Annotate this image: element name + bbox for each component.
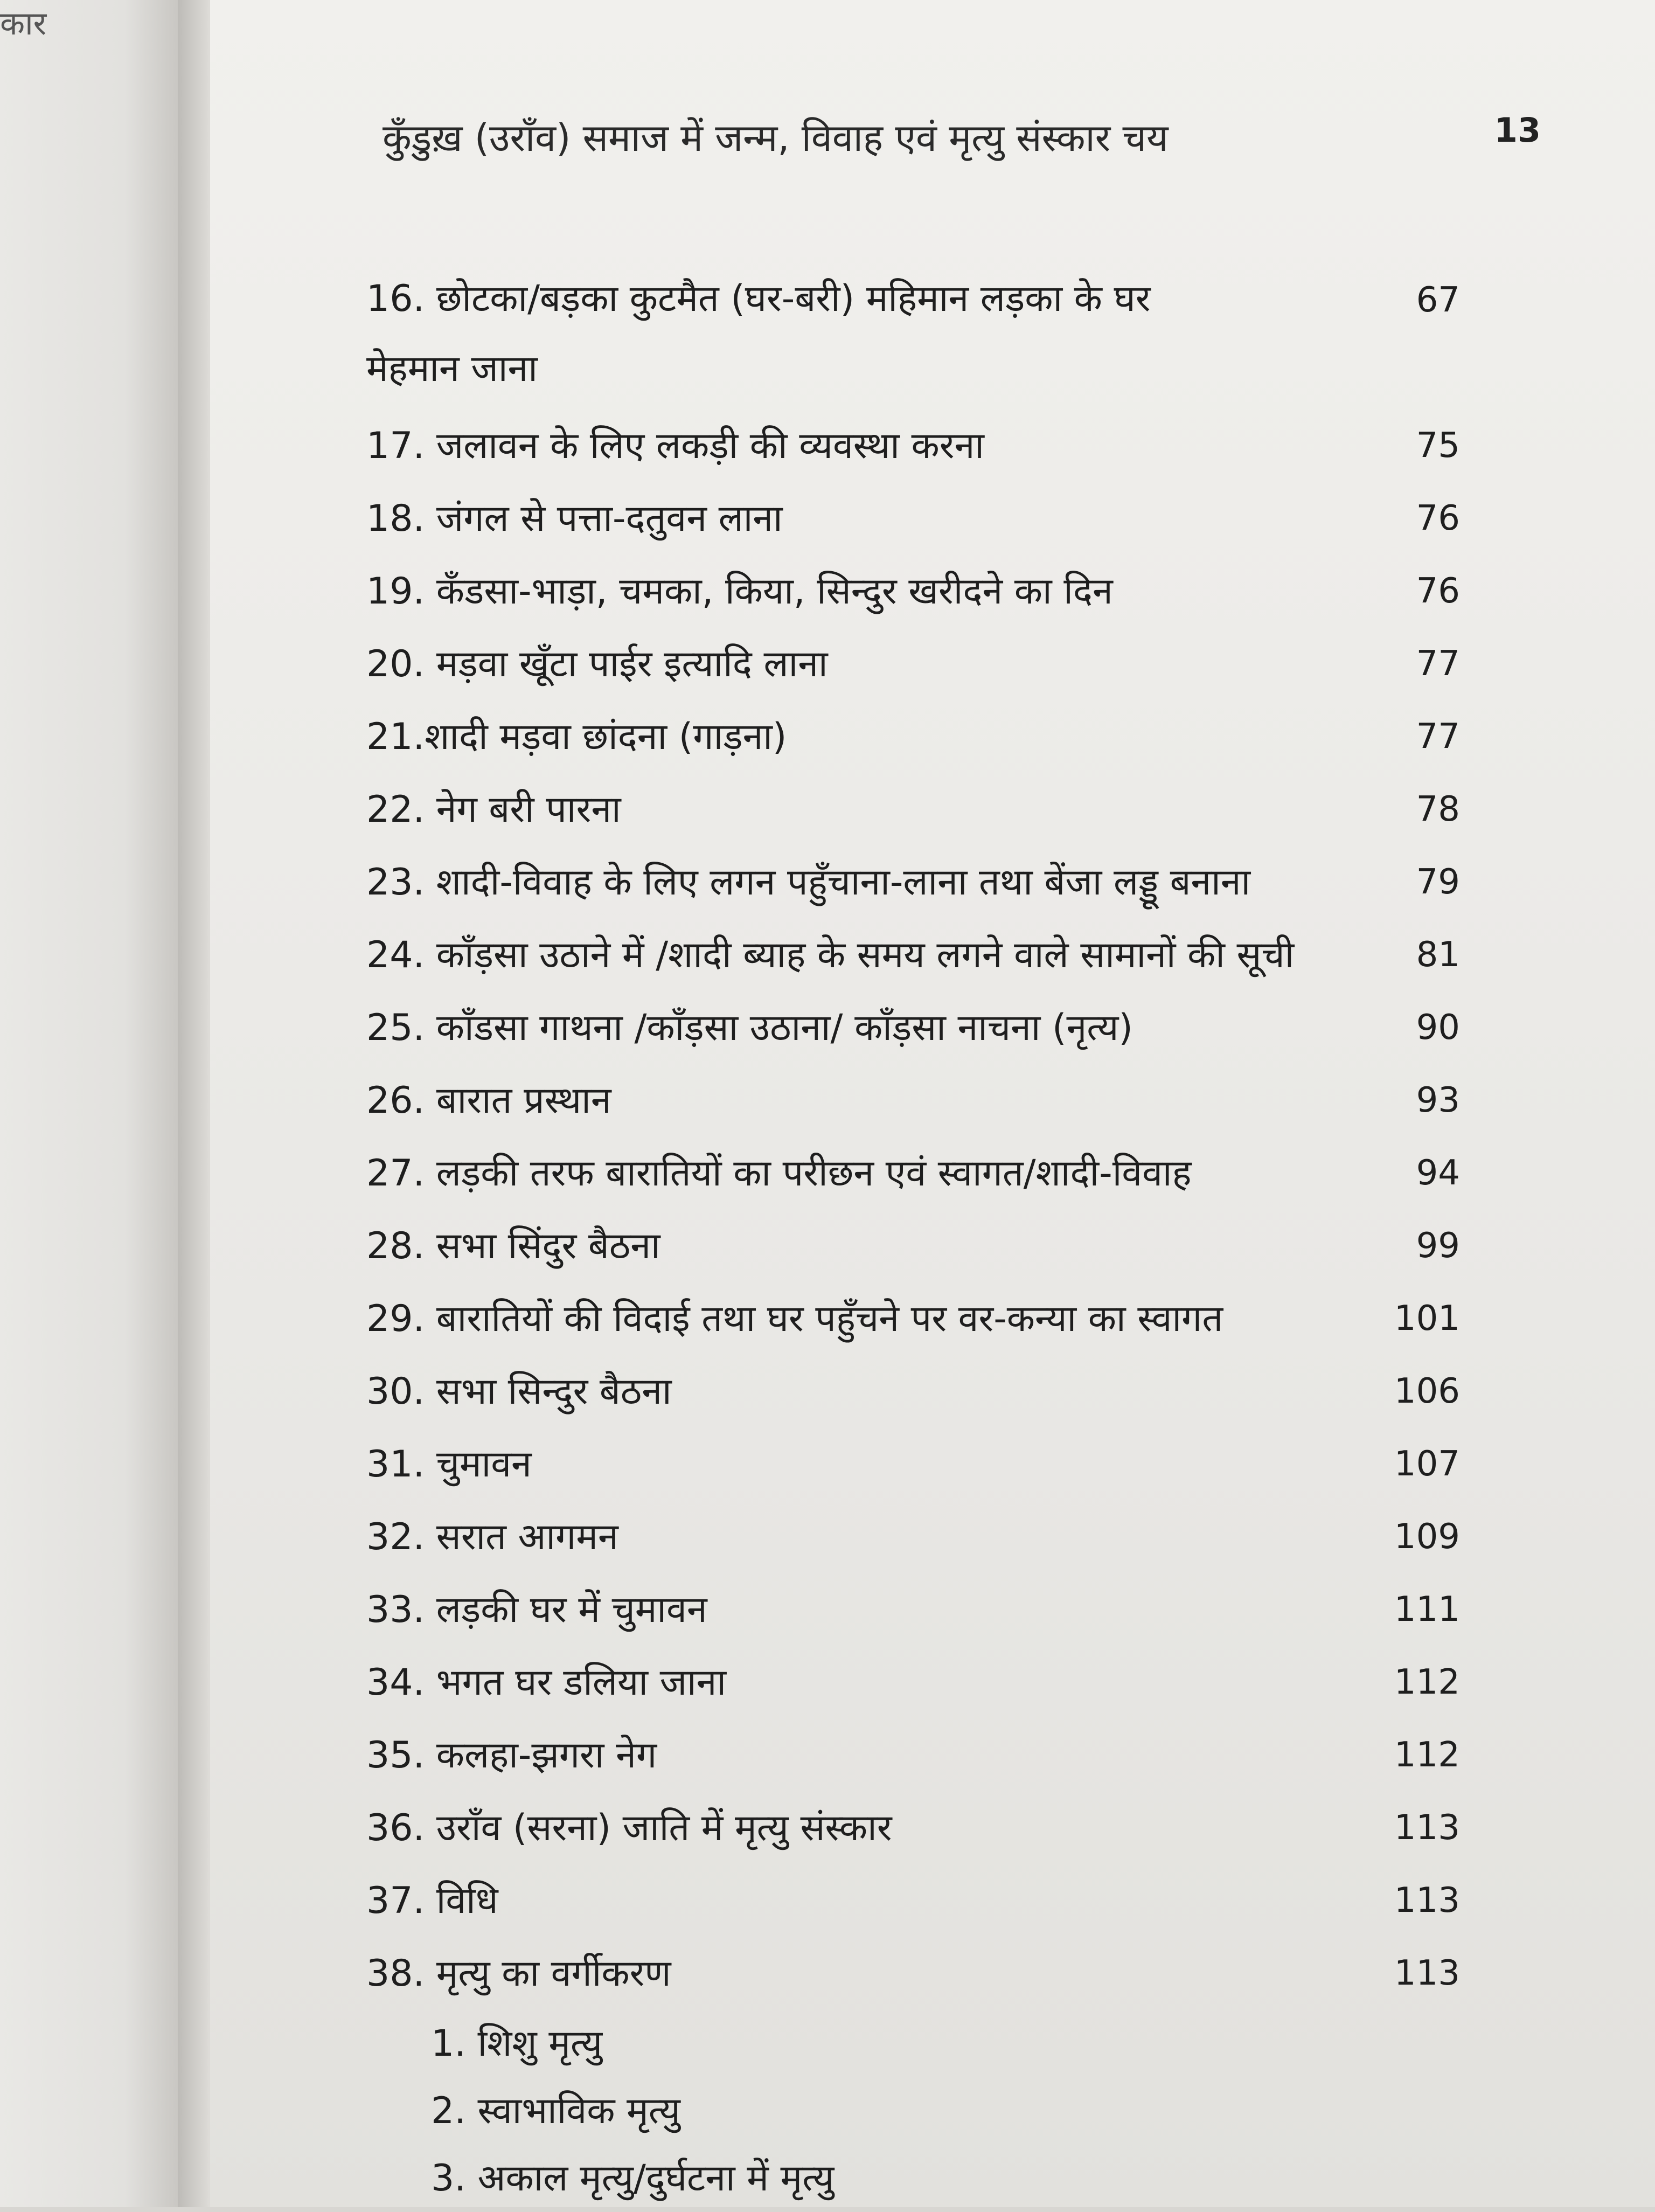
toc-entry-label: 38. मृत्यु का वर्गीकरण [366,1952,671,1995]
table-of-contents [366,264,1460,2212]
toc-entry-label: 19. कँडसा-भाड़ा, चमका, किया, सिन्दुर खरीदने का दिन [366,570,1113,613]
toc-entry-page: 111 [1394,1590,1460,1629]
toc-entry-label: 18. जंगल से पत्ता-दतुवन लाना [366,497,783,540]
page-header [383,110,1541,170]
left-page-corner-text: कार [0,5,47,43]
toc-sub-entry-label: 2. स्वाभाविक मृत्यु [431,2090,680,2132]
toc-entry-label: 30. सभा सिन्दुर बैठना [366,1370,672,1413]
toc-sub-entry [366,2077,1460,2145]
toc-entry [366,701,1460,773]
toc-entry-page: 94 [1416,1153,1460,1193]
toc-entry [366,919,1460,991]
toc-entry-page: 99 [1416,1226,1460,1266]
toc-entry [366,628,1460,701]
toc-entry-page: 106 [1394,1371,1460,1411]
toc-entry [366,482,1460,555]
toc-entry-label: 33. लड़की घर में चुमावन [366,1589,707,1631]
toc-entry-page: 78 [1416,789,1460,829]
toc-entry [366,264,1460,410]
toc-entry [366,1137,1460,1210]
toc-entry [366,1864,1460,1937]
toc-entry-page: 75 [1416,426,1460,466]
toc-entry-label: 26. बारात प्रस्थान [366,1079,611,1122]
toc-entry [366,1355,1460,1428]
toc-entry [366,1428,1460,1501]
toc-entry [366,846,1460,919]
toc-entry [366,555,1460,628]
toc-entry-page: 107 [1394,1444,1460,1484]
toc-entry-page: 76 [1416,571,1460,611]
running-title: कुँडुख़ (उराँव) समाज में जन्म, विवाह एवं मृत्यु संस्कार चय [383,116,1169,160]
toc-entry-label: 29. बारातियों की विदाई तथा घर पहुँचने पर वर-कन्या का स्वागत [366,1298,1223,1340]
toc-sub-entry [366,2145,1460,2212]
toc-entry-page: 112 [1394,1662,1460,1702]
toc-entry [366,1646,1460,1719]
toc-entry-label: 20. मड़वा खूँटा पाईर इत्यादि लाना [366,643,828,685]
toc-sub-entry-label: 1. शिशु मृत्यु [431,2022,603,2065]
toc-entry-page: 76 [1416,498,1460,538]
toc-entry-page: 93 [1416,1080,1460,1120]
toc-entry [366,1792,1460,1864]
toc-entry [366,1501,1460,1573]
toc-entry [366,1282,1460,1355]
toc-entry [366,1573,1460,1646]
toc-entry [366,1937,1460,2010]
toc-entry-page: 77 [1416,717,1460,757]
page-number: 13 [1494,110,1541,150]
toc-entry-page: 79 [1416,862,1460,902]
left-page [0,0,178,2207]
toc-sub-entry-label: 3. अकाल मृत्यु/दुर्घटना में मृत्यु [431,2157,835,2200]
toc-entry [366,1064,1460,1137]
toc-entry-label: 31. चुमावन [366,1443,532,1486]
toc-entry-label: 21.शादी मड़वा छांदना (गाड़ना) [366,716,787,758]
toc-entry-label: 32. सरात आगमन [366,1516,618,1558]
toc-entry [366,410,1460,482]
toc-entry-label: 35. कलहा-झगरा नेग [366,1734,657,1777]
toc-entry-label: 25. काँडसा गाथना /काँड़सा उठाना/ काँड़सा नाचना (नृत्य) [366,1007,1133,1049]
toc-entry-label: 22. नेग बरी पारना [366,788,621,831]
toc-entry [366,1719,1460,1792]
toc-entry-page: 67 [1416,280,1460,320]
toc-entry-page: 113 [1394,1953,1460,1993]
toc-entry-label: 23. शादी-विवाह के लिए लगन पहुँचाना-लाना तथा बेंजा लड्डू बनाना [366,861,1251,904]
toc-entry-label: 28. सभा सिंदुर बैठना [366,1225,660,1267]
toc-entry-label: 36. उराँव (सरना) जाति में मृत्यु संस्कार [366,1807,892,1849]
toc-entry-label: 24. काँड़सा उठाने में /शादी ब्याह के समय लगने वाले सामानों की सूची [366,934,1295,976]
toc-entry-page: 81 [1416,935,1460,975]
toc-entry-page: 113 [1394,1808,1460,1848]
toc-entry-page: 113 [1394,1881,1460,1920]
toc-entry-label: 27. लड़की तरफ बारातियों का परीछन एवं स्वागत/शादी-विवाह [366,1152,1192,1195]
toc-entry-label: 34. भगत घर डलिया जाना [366,1661,727,1704]
toc-entry-page: 112 [1394,1735,1460,1775]
toc-sub-entry [366,2010,1460,2077]
toc-entry [366,991,1460,1064]
toc-entry-label: 37. विधि [366,1880,498,1922]
toc-entry-page: 101 [1394,1299,1460,1339]
toc-entry-page: 77 [1416,644,1460,684]
toc-entry-label: 16. छोटका/बड़का कुटमैत (घर-बरी) महिमान लड़का के घर मेहमान जाना [366,278,1151,390]
book-gutter [178,0,210,2207]
toc-entry-page: 109 [1394,1517,1460,1557]
toc-entry-label: 17. जलावन के लिए लकड़ी की व्यवस्था करना [366,425,984,467]
toc-entry [366,1210,1460,1282]
toc-entry-page: 90 [1416,1008,1460,1048]
toc-entry [366,773,1460,846]
